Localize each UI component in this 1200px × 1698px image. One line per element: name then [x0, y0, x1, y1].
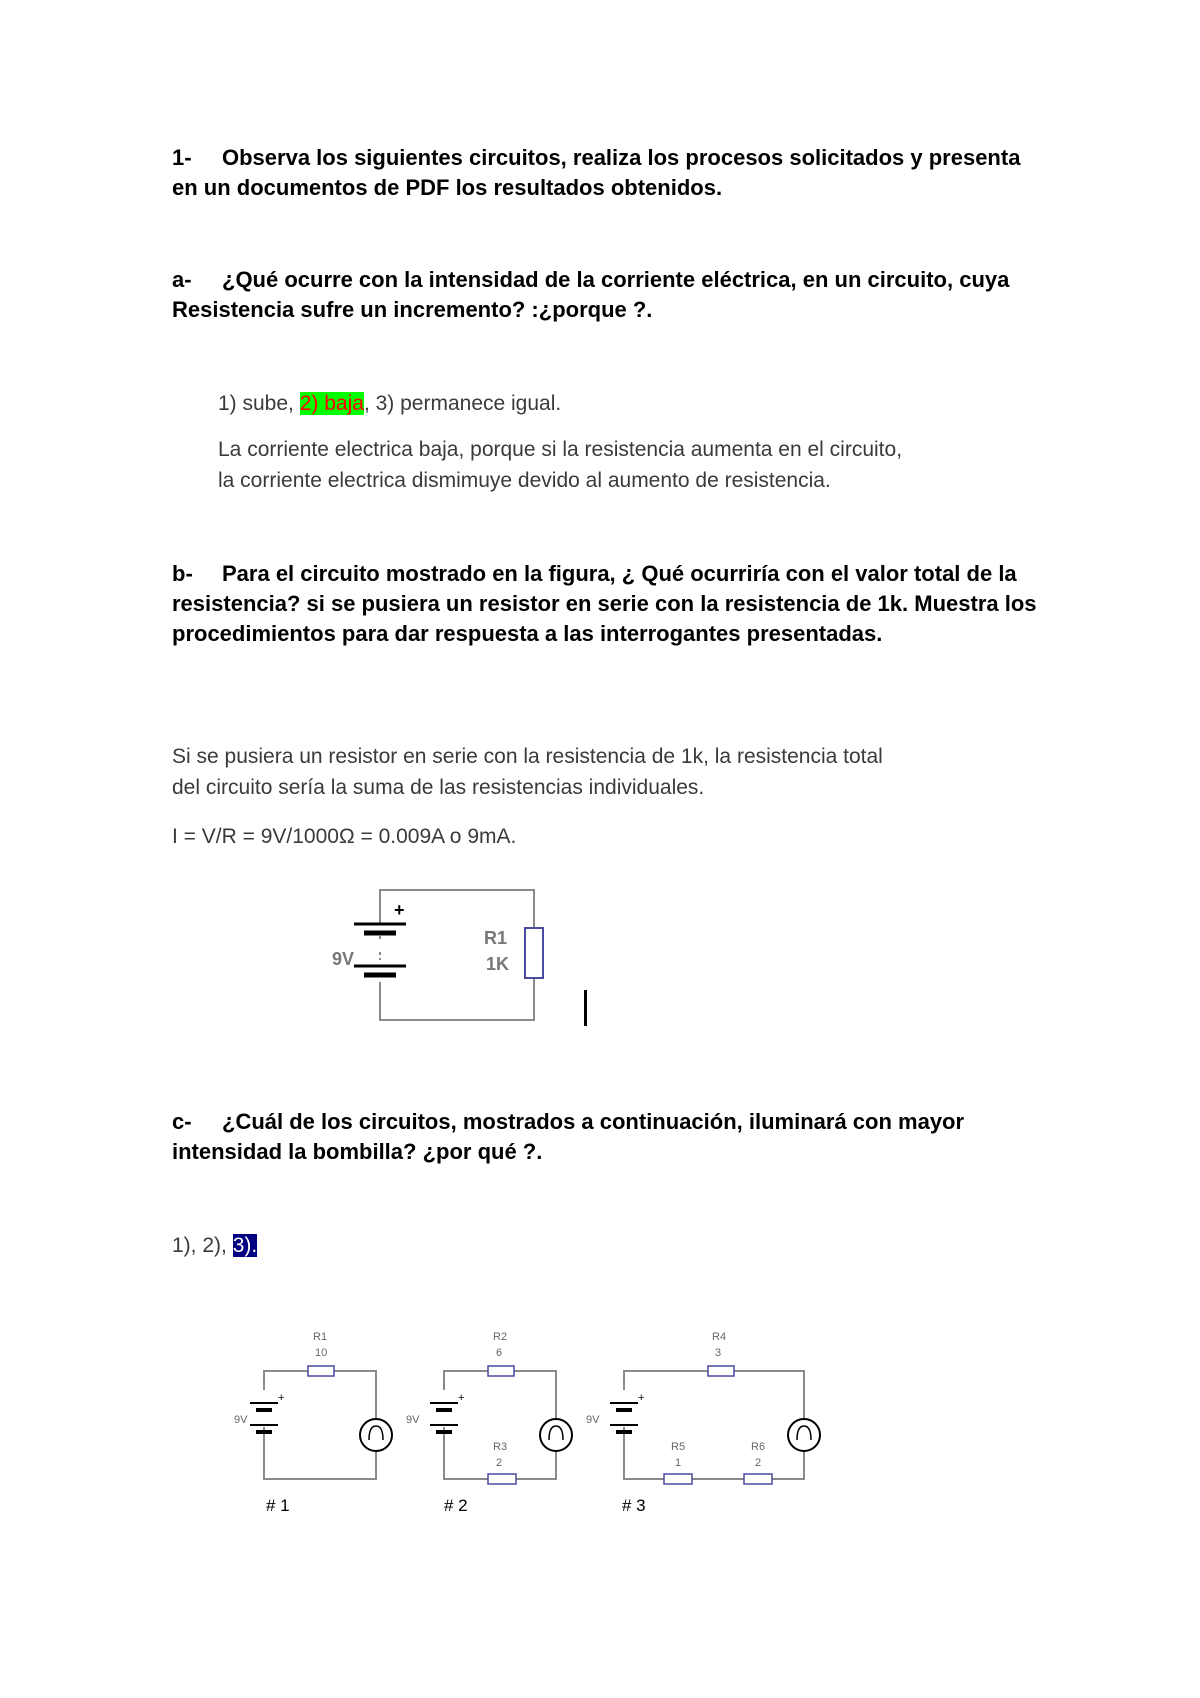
- question-c: [172, 1107, 1052, 1167]
- answer-b-formula: I = V/R = 9V/1000Ω = 0.009A o 9mA.: [172, 825, 517, 848]
- circuit-2-r-bottom-name: R3: [493, 1441, 508, 1453]
- circuit-2: [406, 1331, 572, 1515]
- circuit-1-r-top-value: 10: [315, 1347, 328, 1359]
- circuit-1-label: # 1: [266, 1496, 290, 1515]
- circuit-3-r-b1-name: R5: [671, 1441, 686, 1453]
- circuit-2-lamp-icon: [540, 1419, 572, 1451]
- options-1-2: 1), 2),: [172, 1234, 233, 1257]
- circuit-3-resistor-r5: [664, 1474, 692, 1484]
- circuit-b-figure: [320, 880, 560, 1030]
- circuit-3: [586, 1331, 820, 1515]
- circuit-1: [234, 1331, 392, 1515]
- circuit-1-lamp-icon: [360, 1419, 392, 1451]
- circuit-b-resistor-name: R1: [484, 928, 508, 948]
- circuit-b-battery: [354, 924, 406, 975]
- question-a-options: [218, 388, 561, 419]
- question-1-text: Observa los siguientes circuitos, realiza los procesos solicitados y presenta en un documentos de PDF los resultados obtenidos.: [172, 145, 1021, 200]
- circuit-2-resistor-r2: [488, 1366, 514, 1376]
- question-a: [172, 265, 1052, 325]
- question-b-letter: b-: [172, 561, 193, 586]
- circuit-2-label: # 2: [444, 1496, 468, 1515]
- question-c-letter: c-: [172, 1109, 192, 1134]
- circuit-1-plus: +: [278, 1392, 285, 1404]
- question-1: [172, 143, 1052, 203]
- circuit-3-resistor-r6: [744, 1474, 772, 1484]
- circuit-3-lamp-icon: [788, 1419, 820, 1451]
- circuit-2-r-top-name: R2: [493, 1331, 508, 1343]
- circuit-1-r-top-name: R1: [313, 1331, 328, 1343]
- circuit-3-r-b2-name: R6: [751, 1441, 766, 1453]
- answer-a-line-1: La corriente electrica baja, porque si la resistencia aumenta en el circuito,: [218, 438, 903, 461]
- circuits-c-figure: [220, 1315, 840, 1525]
- circuit-1-resistor-r1: [308, 1366, 334, 1376]
- option-baja-highlighted: 2) baja: [299, 392, 364, 415]
- question-a-letter: a-: [172, 267, 192, 292]
- question-b: [172, 559, 1052, 649]
- circuit-b-resistor-value: 1K: [486, 954, 510, 974]
- answer-b-line-1: Si se pusiera un resistor en serie con la resistencia de 1k, la resistencia total: [172, 745, 883, 768]
- question-a-text: ¿Qué ocurre con la intensidad de la corriente eléctrica, en un circuito, cuya Resistencia sufre un incremento? :¿porque ?.: [172, 267, 1010, 322]
- circuit-2-plus: +: [458, 1392, 465, 1404]
- circuit-3-label: # 3: [622, 1496, 646, 1515]
- circuit-2-r-bottom-value: 2: [496, 1457, 503, 1469]
- circuit-3-r-b2-value: 2: [755, 1457, 762, 1469]
- circuit-b-plus: +: [394, 900, 405, 920]
- circuit-3-r-b1-value: 1: [675, 1457, 682, 1469]
- circuit-3-r-top-name: R4: [712, 1331, 727, 1343]
- circuit-2-resistor-r3: [488, 1474, 516, 1484]
- option-sube: 1) sube,: [218, 392, 300, 415]
- text-cursor: [584, 990, 587, 1026]
- circuit-3-plus: +: [638, 1392, 645, 1404]
- answer-a: [218, 434, 902, 496]
- circuit-b-bottom-wire: [380, 978, 534, 1020]
- option-3-selected: 3).: [232, 1234, 258, 1257]
- answer-b: [172, 741, 883, 803]
- circuit-3-resistor-r4: [708, 1366, 734, 1376]
- answer-a-line-2: la corriente electrica dismimuye devido al aumento de resistencia.: [218, 469, 831, 492]
- circuit-2-r-top-value: 6: [496, 1347, 503, 1359]
- circuit-b-battery-label: 9V: [332, 949, 355, 969]
- question-c-text: ¿Cuál de los circuitos, mostrados a continuación, iluminará con mayor intensidad la bombilla? ¿por qué ?.: [172, 1109, 965, 1164]
- option-permanece: , 3) permanece igual.: [363, 392, 562, 415]
- circuit-b-resistor: [525, 928, 543, 978]
- circuit-1-battery-label: 9V: [234, 1414, 248, 1426]
- circuit-3-battery-label: 9V: [586, 1414, 600, 1426]
- circuit-3-r-top-value: 3: [715, 1347, 722, 1359]
- question-c-options: [172, 1230, 257, 1261]
- question-b-text: Para el circuito mostrado en la figura, ¿ Qué ocurriría con el valor total de la resistencia? si se pusiera un resistor en serie con la resistencia de 1k. Muestra los procedimientos para dar respuesta a las interrogantes presentadas.: [172, 561, 1037, 646]
- question-1-number: 1-: [172, 145, 192, 170]
- circuit-2-battery-label: 9V: [406, 1414, 420, 1426]
- answer-b-line-2: del circuito sería la suma de las resistencias individuales.: [172, 776, 705, 799]
